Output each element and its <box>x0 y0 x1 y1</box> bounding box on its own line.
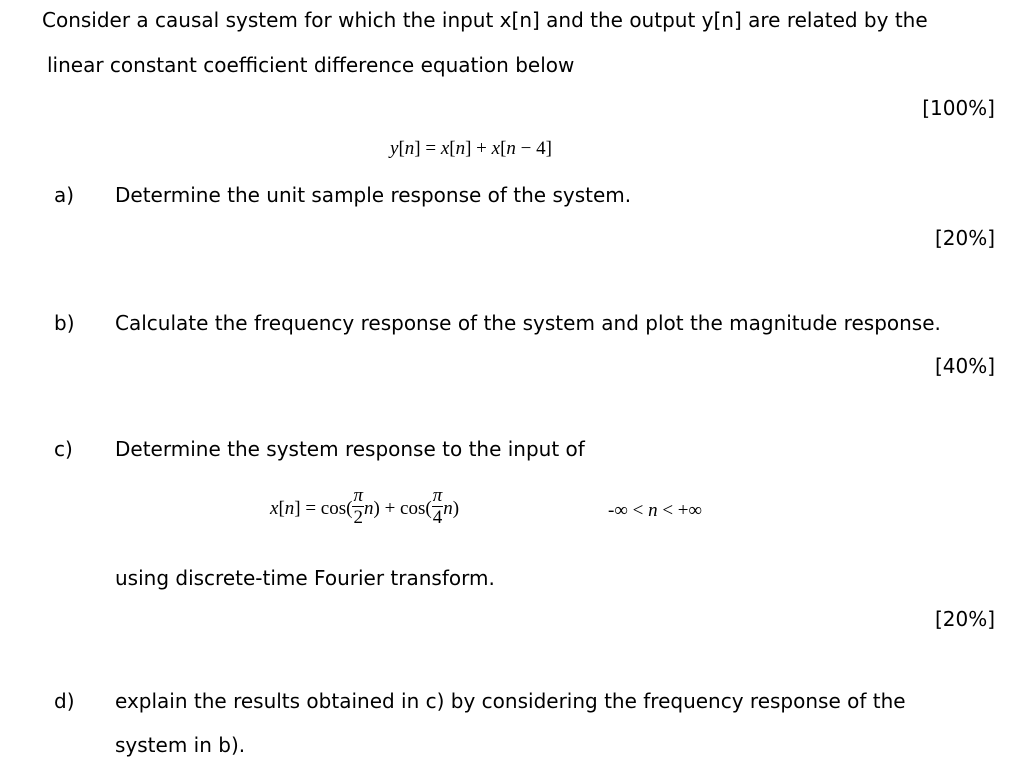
part-c-label: c) <box>54 437 73 461</box>
part-a-text: Determine the unit sample response of the system. <box>115 183 632 207</box>
part-d-text: explain the results obtained in c) by considering the frequency response of the <box>115 689 906 713</box>
part-c-mark: [20%] <box>934 607 995 631</box>
part-c-text-2: using discrete-time Fourier transform. <box>115 566 495 590</box>
intro-line-2: linear constant coefficient difference equation below <box>47 53 575 77</box>
part-b-label: b) <box>54 311 75 335</box>
fraction-pi-over-2: $\frac{\pi}{2}$ <box>353 485 363 528</box>
total-mark: [100%] <box>922 96 995 120</box>
difference-equation: y[n] = x[n] + x[n − 4] <box>390 138 552 159</box>
part-d-text-2: system in b). <box>115 733 246 757</box>
input-range: -∞ < n < +∞ <box>608 500 703 521</box>
fraction-pi-over-4: $\frac{\pi}{4}$ <box>432 485 443 528</box>
part-d-label: d) <box>54 689 75 713</box>
part-b-text: Calculate the frequency response of the system and plot the magnitude response. <box>115 311 941 335</box>
part-a-mark: [20%] <box>934 226 995 250</box>
part-c-text: Determine the system response to the input of <box>115 437 585 461</box>
intro-line-1: Consider a causal system for which the input x[n] and the output y[n] are related by the <box>42 8 928 32</box>
input-equation: x[n] = cos( $\frac{\pi}{2}$ n) + cos( $\frac{\pi}{4}$ n) <box>270 485 460 528</box>
part-a-label: a) <box>54 183 75 207</box>
part-b-mark: [40%] <box>934 354 995 378</box>
